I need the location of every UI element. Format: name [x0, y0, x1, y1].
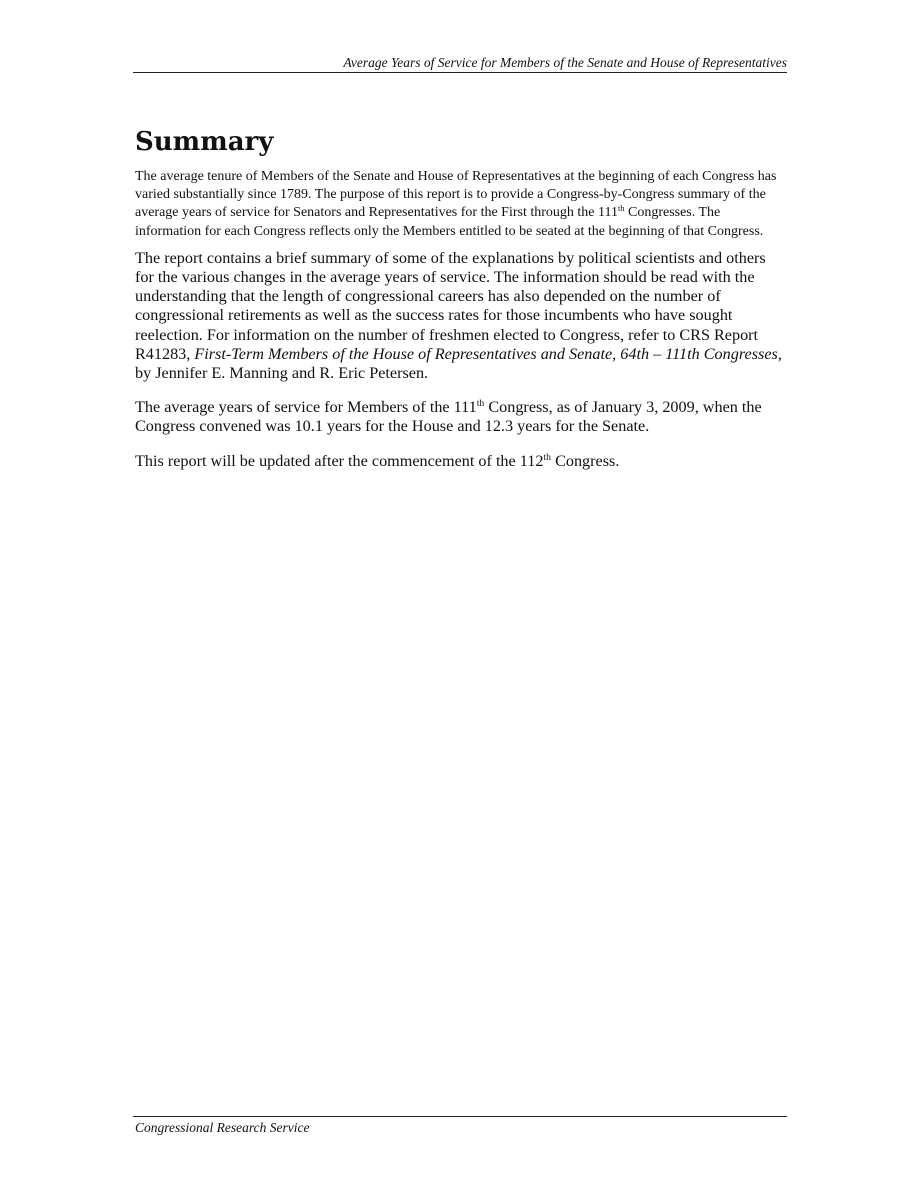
running-header-title: Average Years of Service for Members of the Senate and House of Representatives [343, 55, 787, 70]
section-title: Summary [135, 127, 274, 157]
report-title-citation: First-Term Members of the House of Representatives and Senate, 64th – 111th Congresses [194, 344, 778, 363]
summary-paragraph-1 [135, 168, 787, 241]
summary-paragraph-3 [135, 398, 787, 436]
paragraph-4-text-a: This report will be updated after the commencement of the 112 [135, 451, 544, 470]
paragraph-3-text-a: The average years of service for Members of the 111 [135, 398, 477, 417]
paragraph-4-text-b: Congress. [551, 451, 620, 470]
running-footer-organization: Congressional Research Service [135, 1120, 310, 1135]
paragraph-1-ordinal-suffix: th [617, 204, 625, 214]
paragraph-4-ordinal-suffix: th [543, 451, 552, 463]
paragraph-3-text-b: Congress, as of January 3, 2009, when the Congress convened was 10.1 years for the House and 12.3 years for the Senate. [135, 398, 762, 436]
summary-body [135, 168, 787, 471]
summary-paragraph-4 [135, 452, 787, 471]
paragraph-1-text-a: The average tenure of Members of the Senate and House of Representatives at the beginning of each Congress has varied substantially since 1789. The purpose of this report is to provide a Congress-by-Congress summary of the average years of service for Senators and Representatives for the First through the 111 [135, 169, 777, 221]
paragraph-3-ordinal-suffix: th [476, 398, 485, 410]
header-divider [133, 72, 787, 73]
paragraph-1-text-b: Congresses. The information for each Congress reflects only the Members entitled to be seated at the beginning of that Congress. [135, 205, 764, 239]
summary-paragraph-2 [135, 249, 787, 383]
paragraph-2-text-a: The report contains a brief summary of some of the explanations by political scientists and others for the various changes in the average years of service. The information should be read with the understanding that the length of congressional careers has also depended on the number of congressional retirements as well as the success rates for those incumbents who have sought reelection. For information on the number of freshmen elected to Congress, refer to CRS Report R41283, [135, 248, 766, 363]
footer-divider [133, 1116, 787, 1117]
paragraph-2-text-b: , by Jennifer E. Manning and R. Eric Petersen. [135, 344, 782, 383]
